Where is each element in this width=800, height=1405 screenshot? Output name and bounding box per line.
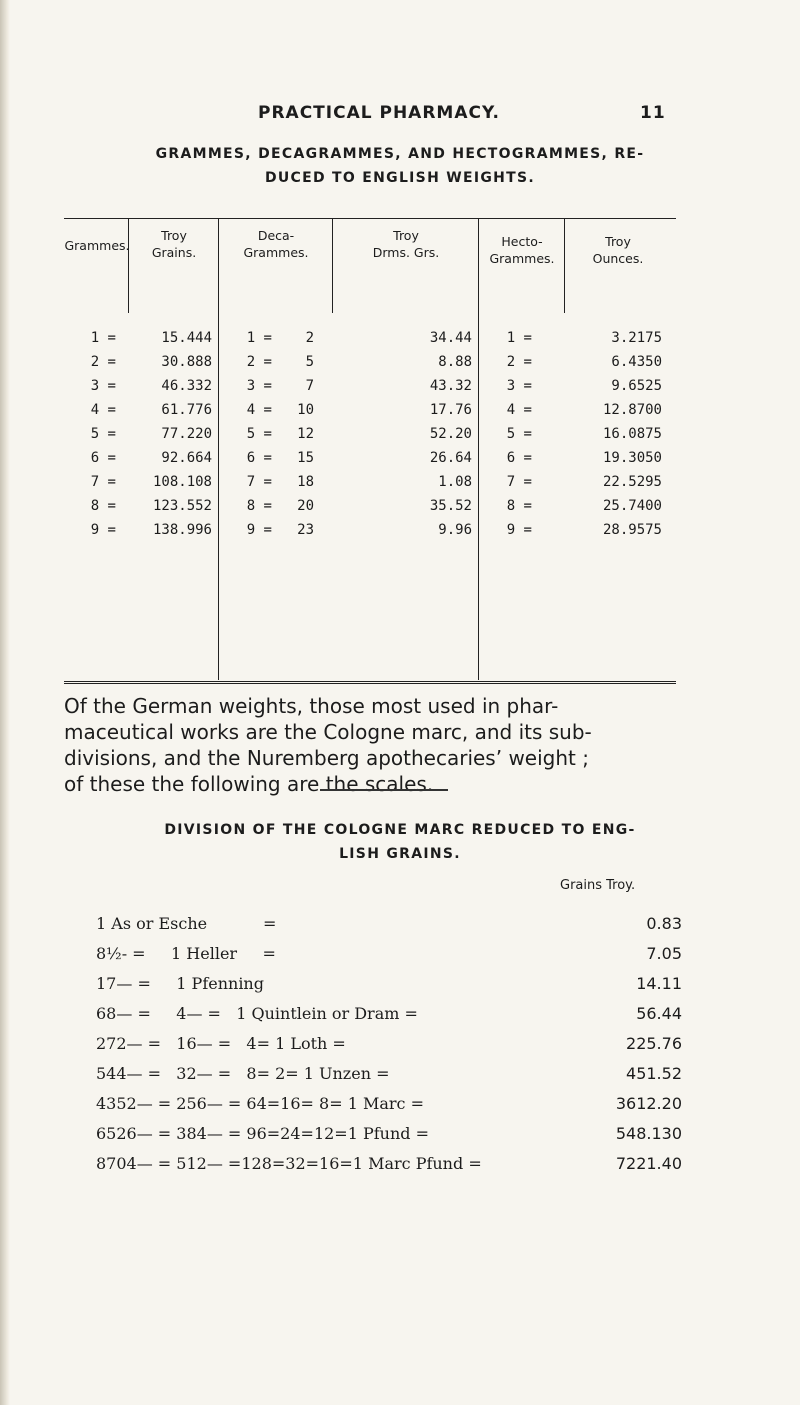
cologne-grains-value: 451.52 (626, 1064, 682, 1083)
cologne-grains-value: 548.130 (615, 1124, 682, 1143)
column-divider (564, 219, 565, 313)
cell-decagrammes: 5 = (246, 426, 272, 442)
table-row (64, 326, 676, 350)
column-divider (332, 219, 333, 313)
cell-troy-grains: 138.996 (152, 522, 212, 538)
cologne-row (0, 1060, 800, 1088)
cologne-title-line-2: LISH GRAINS. (339, 846, 461, 862)
cell-troy-drams: 2 (305, 330, 314, 346)
cologne-equivalence: 544— = 32— = 8= 2= 1 Unzen = (96, 1064, 390, 1083)
table-row (64, 350, 676, 374)
cologne-equivalence: 1 As or Esche = (96, 914, 277, 933)
page-number: 11 (640, 103, 666, 123)
cell-decagrammes: 1 = (246, 330, 272, 346)
paragraph-line: of these the following are the scales. (64, 772, 434, 796)
cell-grammes: 2 = (90, 354, 116, 370)
cell-grammes: 8 = (90, 498, 116, 514)
cologne-marc-scale (0, 868, 800, 1228)
table-row (64, 518, 676, 542)
paragraph-line: maceutical works are the Cologne marc, and its sub- (64, 720, 592, 744)
cell-troy-grains: 30.888 (161, 354, 212, 370)
section-divider (320, 789, 448, 791)
cologne-row (0, 1000, 800, 1028)
table-row (64, 470, 676, 494)
cell-troy-drams: 20 (297, 498, 314, 514)
cell-hectogrammes: 7 = (506, 474, 532, 490)
cell-troy-grains: 77.220 (161, 426, 212, 442)
metric-conversion-table (64, 218, 676, 684)
cologne-grains-value: 7.05 (646, 944, 682, 963)
cologne-row (0, 970, 800, 998)
cologne-grains-value: 56.44 (636, 1004, 682, 1023)
paragraph-line: divisions, and the Nuremberg apothecaries’ weight ; (64, 746, 589, 770)
cologne-equivalence: 8½- = 1 Heller = (96, 944, 276, 963)
header-troy-grains: Troy Grains. (151, 228, 197, 260)
cell-troy-grs: 34.44 (429, 330, 472, 346)
cell-troy-ounces: 28.9575 (602, 522, 662, 538)
cell-troy-ounces: 12.8700 (602, 402, 662, 418)
cell-troy-ounces: 9.6525 (611, 378, 662, 394)
cell-troy-ounces: 16.0875 (602, 426, 662, 442)
cologne-grains-value: 0.83 (646, 914, 682, 933)
cell-troy-drams: 15 (297, 450, 314, 466)
cell-troy-grs: 43.32 (429, 378, 472, 394)
cell-troy-grs: 8.88 (438, 354, 472, 370)
cell-troy-grains: 46.332 (161, 378, 212, 394)
cell-troy-grs: 1.08 (438, 474, 472, 490)
cell-troy-grains: 108.108 (152, 474, 212, 490)
cell-hectogrammes: 4 = (506, 402, 532, 418)
cologne-equivalence: 4352— = 256— = 64=16= 8= 1 Marc = (96, 1094, 424, 1113)
cologne-equivalence: 6526— = 384— = 96=24=12=1 Pfund = (96, 1124, 430, 1143)
cologne-grains-value: 3612.20 (615, 1094, 682, 1113)
cell-troy-grains: 92.664 (161, 450, 212, 466)
cell-troy-grs: 17.76 (429, 402, 472, 418)
table-title (0, 142, 800, 190)
cologne-row (0, 1090, 800, 1118)
table-title-line-2: DUCED TO ENGLISH WEIGHTS. (264, 170, 536, 186)
cell-decagrammes: 8 = (246, 498, 272, 514)
cell-troy-drams: 10 (297, 402, 314, 418)
cologne-row (0, 940, 800, 968)
cologne-row (0, 1150, 800, 1178)
cell-decagrammes: 7 = (246, 474, 272, 490)
cologne-grains-value: 225.76 (626, 1034, 682, 1053)
header-decagrammes: Deca- Grammes. (243, 228, 309, 260)
cell-hectogrammes: 1 = (506, 330, 532, 346)
header-grammes: Grammes. (64, 238, 130, 253)
cell-decagrammes: 3 = (246, 378, 272, 394)
cologne-equivalence: 272— = 16— = 4= 1 Loth = (96, 1034, 346, 1053)
cell-troy-grains: 61.776 (161, 402, 212, 418)
cell-grammes: 6 = (90, 450, 116, 466)
column-divider (128, 219, 129, 313)
cell-hectogrammes: 5 = (506, 426, 532, 442)
cell-grammes: 3 = (90, 378, 116, 394)
cell-troy-grs: 26.64 (429, 450, 472, 466)
cologne-row (0, 1120, 800, 1148)
cell-decagrammes: 9 = (246, 522, 272, 538)
cell-decagrammes: 4 = (246, 402, 272, 418)
cologne-equivalence: 68— = 4— = 1 Quintlein or Dram = (96, 1004, 418, 1023)
table-row (64, 446, 676, 470)
cell-hectogrammes: 8 = (506, 498, 532, 514)
cell-troy-grains: 123.552 (152, 498, 212, 514)
cell-hectogrammes: 2 = (506, 354, 532, 370)
cell-troy-grs: 35.52 (429, 498, 472, 514)
cell-decagrammes: 2 = (246, 354, 272, 370)
cell-troy-drams: 23 (297, 522, 314, 538)
cologne-grains-value: 14.11 (636, 974, 682, 993)
cell-grammes: 4 = (90, 402, 116, 418)
table-row (64, 398, 676, 422)
header-troy-ounces: Troy Ounces. (592, 234, 644, 266)
paragraph-line: Of the German weights, those most used in phar- (64, 694, 559, 718)
cell-troy-ounces: 22.5295 (602, 474, 662, 490)
cell-troy-drams: 5 (305, 354, 314, 370)
cell-troy-ounces: 3.2175 (611, 330, 662, 346)
table-row (64, 422, 676, 446)
cologne-row (0, 1030, 800, 1058)
cell-troy-drams: 12 (297, 426, 314, 442)
cell-troy-grs: 52.20 (429, 426, 472, 442)
cell-troy-grains: 15.444 (161, 330, 212, 346)
cell-troy-ounces: 25.7400 (602, 498, 662, 514)
cologne-row (0, 910, 800, 938)
header-troy-drams: Troy Drms. Grs. (372, 228, 440, 260)
cell-grammes: 5 = (90, 426, 116, 442)
body-paragraph (64, 693, 684, 797)
cell-troy-ounces: 6.4350 (611, 354, 662, 370)
cell-grammes: 1 = (90, 330, 116, 346)
header-hectogrammes: Hecto- Grammes. (489, 234, 555, 266)
cologne-title-line-1: DIVISION OF THE COLOGNE MARC REDUCED TO ENG- (164, 822, 636, 838)
cell-hectogrammes: 3 = (506, 378, 532, 394)
cell-decagrammes: 6 = (246, 450, 272, 466)
cell-troy-drams: 18 (297, 474, 314, 490)
cell-grammes: 9 = (90, 522, 116, 538)
cell-troy-ounces: 19.3050 (602, 450, 662, 466)
cologne-equivalence: 8704— = 512— =128=32=16=1 Marc Pfund = (96, 1154, 482, 1173)
table-row (64, 494, 676, 518)
cell-grammes: 7 = (90, 474, 116, 490)
cell-troy-grs: 9.96 (438, 522, 472, 538)
table-title-line-1: GRAMMES, DECAGRAMMES, AND HECTOGRAMMES, RE- (155, 146, 645, 162)
table-row (64, 374, 676, 398)
grains-troy-header: Grains Troy. (560, 878, 636, 893)
cell-troy-drams: 7 (305, 378, 314, 394)
cologne-equivalence: 17— = 1 Pfenning (96, 974, 264, 993)
cologne-title (0, 818, 800, 866)
cologne-grains-value: 7221.40 (615, 1154, 682, 1173)
cell-hectogrammes: 6 = (506, 450, 532, 466)
cell-hectogrammes: 9 = (506, 522, 532, 538)
running-head-title: PRACTICAL PHARMACY. (258, 103, 500, 123)
